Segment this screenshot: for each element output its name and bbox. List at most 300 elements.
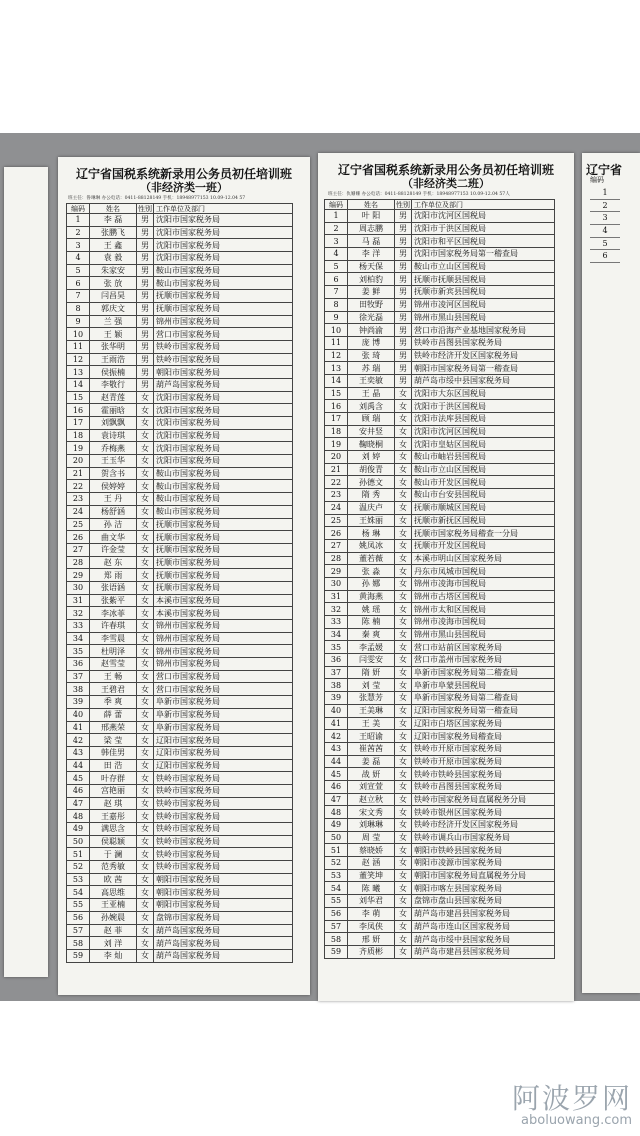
cell-gender: 女 xyxy=(137,784,154,797)
cell-unit: 鞍山市立山区国税局 xyxy=(412,260,555,273)
cell-unit: 锦州市黑山县国税局 xyxy=(412,628,555,641)
cell-code: 26 xyxy=(67,531,90,544)
table-row xyxy=(67,328,293,341)
cell-gender: 女 xyxy=(395,945,412,958)
cell-unit: 鞍山市国家税务局 xyxy=(154,493,293,506)
cell-gender: 男 xyxy=(395,222,412,235)
table-row xyxy=(325,704,555,717)
cell-unit: 锦州市国家税务局 xyxy=(154,620,293,633)
table-row xyxy=(67,277,293,290)
cell-unit: 锦州市国家税务局 xyxy=(154,315,293,328)
cell-unit: 盘锦市国家税务局 xyxy=(154,911,293,924)
cell-code: 39 xyxy=(325,692,348,705)
cell-code: 27 xyxy=(325,539,348,552)
cell-code: 12 xyxy=(325,349,348,362)
table-row xyxy=(67,607,293,620)
cell-gender: 女 xyxy=(137,429,154,442)
cell-name: 张慧芳 xyxy=(348,692,395,705)
cell-unit: 铁岭市调兵山市国家税务局 xyxy=(412,831,555,844)
table-row xyxy=(325,717,555,730)
cell-gender: 男 xyxy=(395,235,412,248)
table-row xyxy=(325,577,555,590)
cell-gender: 女 xyxy=(137,823,154,836)
table-row xyxy=(67,366,293,379)
cell-unit: 辽阳市国家税务局 xyxy=(154,734,293,747)
table-row xyxy=(325,666,555,679)
cell-unit: 营口市国家税务局 xyxy=(154,328,293,341)
table-row xyxy=(325,641,555,654)
cell-code: 1 xyxy=(590,187,620,200)
cell-name: 赵雪莹 xyxy=(90,658,137,671)
cell-name: 王 鑫 xyxy=(90,239,137,252)
cell-gender: 男 xyxy=(395,298,412,311)
cell-unit: 鞍山市国家税务局 xyxy=(154,467,293,480)
cell-gender: 女 xyxy=(137,391,154,404)
cell-code: 32 xyxy=(67,607,90,620)
table-row xyxy=(67,455,293,468)
table-row xyxy=(67,594,293,607)
table-row xyxy=(325,514,555,527)
table-row xyxy=(67,949,293,962)
table-row xyxy=(67,569,293,582)
cell-gender: 女 xyxy=(137,708,154,721)
cell-name: 许春琪 xyxy=(90,620,137,633)
cell-name: 周 莹 xyxy=(348,831,395,844)
cell-name: 李冰菲 xyxy=(90,607,137,620)
cell-name: 许金莹 xyxy=(90,543,137,556)
cell-unit: 抚顺市国家税务局 xyxy=(154,290,293,303)
cell-unit: 葫芦岛市绥中县国家税务局 xyxy=(412,933,555,946)
roster-sheet-class-1 xyxy=(58,157,310,995)
cell-gender: 女 xyxy=(137,658,154,671)
cell-gender: 女 xyxy=(395,882,412,895)
col-header-unit: 工作单位及部门 xyxy=(154,204,293,214)
table-row xyxy=(67,873,293,886)
table-row xyxy=(67,759,293,772)
watermark-url: aboluowang.com xyxy=(521,1113,632,1128)
table-row xyxy=(67,264,293,277)
cell-unit: 铁岭市经济开发区国家税务局 xyxy=(412,349,555,362)
cell-code: 30 xyxy=(67,581,90,594)
cell-unit: 抚顺市国家税务局 xyxy=(154,556,293,569)
cell-gender: 女 xyxy=(395,780,412,793)
cell-gender: 男 xyxy=(137,264,154,277)
cell-code: 53 xyxy=(325,869,348,882)
cell-name: 秦 爽 xyxy=(348,628,395,641)
cell-code: 12 xyxy=(67,353,90,366)
cell-code: 20 xyxy=(325,451,348,464)
cell-code: 29 xyxy=(325,565,348,578)
cell-unit: 营口市盖州市国家税务局 xyxy=(412,654,555,667)
cell-code: 50 xyxy=(67,835,90,848)
cell-name: 刘禹含 xyxy=(348,400,395,413)
table-row xyxy=(67,937,293,950)
cell-code: 46 xyxy=(325,780,348,793)
cell-unit: 沈阳市沈河区国税局 xyxy=(412,210,555,223)
cell-name: 贺含书 xyxy=(90,467,137,480)
cell-unit: 阜新市国家税务局第二稽查局 xyxy=(412,666,555,679)
cell-name: 闫昌昊 xyxy=(90,290,137,303)
cell-gender: 女 xyxy=(395,692,412,705)
cell-gender: 女 xyxy=(395,489,412,502)
cell-unit: 辽阳市国家税务局 xyxy=(154,759,293,772)
cell-name: 张 琦 xyxy=(348,349,395,362)
cell-gender: 女 xyxy=(137,937,154,950)
cell-gender: 女 xyxy=(395,730,412,743)
table-row xyxy=(325,210,555,223)
cell-name: 马 磊 xyxy=(348,235,395,248)
table-row xyxy=(325,882,555,895)
cell-unit: 沈阳市于洪区国税局 xyxy=(412,222,555,235)
table-row xyxy=(67,848,293,861)
cell-gender: 女 xyxy=(395,616,412,629)
cell-unit: 铁岭市国家税务局 xyxy=(154,835,293,848)
cell-gender: 女 xyxy=(137,810,154,823)
cell-code: 21 xyxy=(67,467,90,480)
roster-table xyxy=(324,199,555,959)
cell-unit: 辽阳市国家税务局 xyxy=(154,746,293,759)
roster-sheet-class-2 xyxy=(318,153,574,1001)
cell-name: 王 晶 xyxy=(348,387,395,400)
table-row xyxy=(67,391,293,404)
cell-code: 22 xyxy=(67,480,90,493)
cell-name: 黄海燕 xyxy=(348,590,395,603)
table-row xyxy=(325,413,555,426)
cell-unit: 营口市国家税务局 xyxy=(154,670,293,683)
cell-code: 37 xyxy=(325,666,348,679)
cell-unit: 抚顺市国家税务局 xyxy=(154,543,293,556)
cell-code: 16 xyxy=(67,404,90,417)
cell-gender: 男 xyxy=(395,273,412,286)
cell-name: 张鹏飞 xyxy=(90,226,137,239)
cell-code: 46 xyxy=(67,784,90,797)
col-header-unit: 工作单位及部门 xyxy=(412,200,555,210)
sheet-subtitle: （非经济类二班） xyxy=(402,177,490,190)
cell-unit: 锦州市凌海市国税局 xyxy=(412,577,555,590)
table-row xyxy=(67,924,293,937)
cell-code: 31 xyxy=(325,590,348,603)
table-row xyxy=(325,869,555,882)
cell-code: 35 xyxy=(325,641,348,654)
cell-code: 2 xyxy=(325,222,348,235)
cell-code: 45 xyxy=(325,768,348,781)
table-row xyxy=(67,252,293,265)
sheet-title: 辽宁省国税系统新录用公务员初任培训班 xyxy=(75,167,292,181)
cell-name: 王姝丽 xyxy=(348,514,395,527)
cell-unit: 铁岭市国家税务局 xyxy=(154,848,293,861)
cell-code: 49 xyxy=(325,819,348,832)
cell-gender: 男 xyxy=(137,214,154,227)
cell-name: 王亚楠 xyxy=(90,899,137,912)
cell-name: 齐质彬 xyxy=(348,945,395,958)
cell-code: 3 xyxy=(590,212,620,225)
cell-name: 姜 磊 xyxy=(348,755,395,768)
cell-code: 48 xyxy=(325,806,348,819)
cell-gender: 女 xyxy=(137,455,154,468)
cell-unit: 铁岭市昌图县国家税务局 xyxy=(412,780,555,793)
cell-name: 刘飘飘 xyxy=(90,417,137,430)
table-row xyxy=(325,286,555,299)
cell-code: 44 xyxy=(67,759,90,772)
cell-code: 30 xyxy=(325,577,348,590)
cell-gender: 女 xyxy=(395,895,412,908)
cell-unit: 鞍山市国家税务局 xyxy=(154,480,293,493)
cell-code: 58 xyxy=(325,933,348,946)
cell-unit: 葫芦岛市连山区国家税务局 xyxy=(412,920,555,933)
cell-gender: 女 xyxy=(395,527,412,540)
partial-sheet-left xyxy=(4,167,48,977)
cell-gender: 女 xyxy=(395,857,412,870)
cell-gender: 男 xyxy=(137,239,154,252)
table-row xyxy=(67,417,293,430)
cell-unit: 沈阳市国家税务局 xyxy=(154,442,293,455)
cell-gender: 女 xyxy=(395,590,412,603)
cell-name: 战 妍 xyxy=(348,768,395,781)
cell-unit: 抚顺市国家税务局 xyxy=(154,302,293,315)
cell-gender: 女 xyxy=(395,806,412,819)
cell-code: 25 xyxy=(325,514,348,527)
table-row xyxy=(325,945,555,958)
col-header-code: 编码 xyxy=(67,204,90,214)
cell-gender: 女 xyxy=(137,531,154,544)
cell-gender: 女 xyxy=(395,476,412,489)
table-row xyxy=(67,315,293,328)
cell-gender: 女 xyxy=(137,569,154,582)
table-row xyxy=(67,340,293,353)
table-row xyxy=(325,374,555,387)
cell-code: 33 xyxy=(67,620,90,633)
cell-unit: 铁岭市国家税务局 xyxy=(154,784,293,797)
cell-unit: 沈阳市国家税务局 xyxy=(154,226,293,239)
cell-gender: 男 xyxy=(395,248,412,261)
cell-name: 杨天保 xyxy=(348,260,395,273)
watermark xyxy=(512,1084,632,1128)
table-row xyxy=(67,658,293,671)
table-row xyxy=(325,755,555,768)
cell-gender: 男 xyxy=(395,260,412,273)
cell-gender: 男 xyxy=(137,277,154,290)
cell-unit: 鞍山市台安县国税局 xyxy=(412,489,555,502)
cell-name: 赵 东 xyxy=(90,556,137,569)
cell-name: 董笑坤 xyxy=(348,869,395,882)
cell-name: 刘 婷 xyxy=(348,451,395,464)
code-column xyxy=(590,187,620,263)
cell-gender: 女 xyxy=(395,577,412,590)
table-row xyxy=(325,844,555,857)
table-row xyxy=(325,298,555,311)
table-row xyxy=(325,793,555,806)
cell-name: 郑 雨 xyxy=(90,569,137,582)
table-row xyxy=(67,708,293,721)
table-row xyxy=(325,349,555,362)
table-row xyxy=(325,311,555,324)
cell-code: 2 xyxy=(67,226,90,239)
cell-unit: 抚顺市国家税务局稽查一分局 xyxy=(412,527,555,540)
cell-gender: 女 xyxy=(395,704,412,717)
cell-code: 4 xyxy=(67,252,90,265)
cell-name: 曲文华 xyxy=(90,531,137,544)
cell-code: 55 xyxy=(67,899,90,912)
cell-gender: 女 xyxy=(137,645,154,658)
table-row xyxy=(325,806,555,819)
table-row xyxy=(67,505,293,518)
table-row xyxy=(67,543,293,556)
table-row xyxy=(67,861,293,874)
cell-unit: 沈阳市国家税务局 xyxy=(154,429,293,442)
cell-name: 李 磊 xyxy=(90,214,137,227)
cell-code: 44 xyxy=(325,755,348,768)
cell-name: 刘柏豹 xyxy=(348,273,395,286)
cell-code: 1 xyxy=(325,210,348,223)
cell-name: 范秀敏 xyxy=(90,861,137,874)
cell-name: 乔梅燕 xyxy=(90,442,137,455)
cell-name: 李孟媛 xyxy=(348,641,395,654)
table-row xyxy=(325,273,555,286)
cell-unit: 锦州市国家税务局 xyxy=(154,645,293,658)
cell-code: 32 xyxy=(325,603,348,616)
cell-name: 袁 毅 xyxy=(90,252,137,265)
cell-gender: 男 xyxy=(395,210,412,223)
table-row xyxy=(325,654,555,667)
table-row xyxy=(67,746,293,759)
table-row xyxy=(67,899,293,912)
cell-name: 邢 妍 xyxy=(348,933,395,946)
cell-unit: 沈阳市皇姑区国税局 xyxy=(412,438,555,451)
cell-unit: 铁岭市开原市国家税务局 xyxy=(412,742,555,755)
cell-unit: 朝阳市铁岭县国家税务局 xyxy=(412,844,555,857)
cell-unit: 抚顺市国家税务局 xyxy=(154,531,293,544)
watermark-text: 阿波罗网 xyxy=(511,1082,632,1115)
cell-name: 刘 莹 xyxy=(348,679,395,692)
cell-gender: 女 xyxy=(137,861,154,874)
cell-name: 叶 阳 xyxy=(348,210,395,223)
table-row xyxy=(325,451,555,464)
cell-unit: 铁岭市国家税务局 xyxy=(154,861,293,874)
table-header-row xyxy=(67,204,293,214)
table-row xyxy=(67,772,293,785)
cell-gender: 女 xyxy=(137,632,154,645)
table-row xyxy=(325,387,555,400)
cell-gender: 男 xyxy=(137,353,154,366)
cell-gender: 男 xyxy=(137,290,154,303)
cell-name: 满思含 xyxy=(90,823,137,836)
table-row xyxy=(325,400,555,413)
cell-unit: 沈阳市于洪区国税局 xyxy=(412,400,555,413)
cell-name: 王 丹 xyxy=(90,493,137,506)
cell-unit: 抚顺市国家税务局 xyxy=(154,569,293,582)
cell-gender: 女 xyxy=(137,797,154,810)
cell-code: 7 xyxy=(325,286,348,299)
table-row xyxy=(67,556,293,569)
cell-code: 6 xyxy=(325,273,348,286)
table-row xyxy=(325,603,555,616)
cell-name: 赵 菲 xyxy=(90,924,137,937)
cell-code: 8 xyxy=(325,298,348,311)
table-header-row xyxy=(325,200,555,210)
cell-gender: 女 xyxy=(395,755,412,768)
cell-name: 张华明 xyxy=(90,340,137,353)
cell-name: 蔡晓娇 xyxy=(348,844,395,857)
cell-unit: 辽阳市国家税务局第一稽查局 xyxy=(412,704,555,717)
cell-unit: 铁岭市经济开发区国家税务局 xyxy=(412,819,555,832)
cell-code: 49 xyxy=(67,823,90,836)
cell-gender: 男 xyxy=(395,311,412,324)
cell-gender: 女 xyxy=(395,628,412,641)
table-row xyxy=(67,797,293,810)
cell-gender: 女 xyxy=(395,565,412,578)
cell-name: 赵青莲 xyxy=(90,391,137,404)
cell-gender: 女 xyxy=(395,501,412,514)
cell-name: 高思维 xyxy=(90,886,137,899)
col-header-gender: 性别 xyxy=(138,204,152,213)
cell-gender: 男 xyxy=(137,328,154,341)
cell-code: 42 xyxy=(67,734,90,747)
table-row xyxy=(325,425,555,438)
cell-unit: 铁岭市国家税务局 xyxy=(154,340,293,353)
table-row xyxy=(67,683,293,696)
cell-gender: 女 xyxy=(137,594,154,607)
cell-gender: 女 xyxy=(137,721,154,734)
cell-code: 6 xyxy=(590,250,620,263)
cell-unit: 朝阳市国家税务局 xyxy=(154,366,293,379)
cell-gender: 女 xyxy=(137,670,154,683)
cell-gender: 男 xyxy=(137,378,154,391)
cell-gender: 女 xyxy=(137,835,154,848)
cell-unit: 铁岭市开原市国家税务局 xyxy=(412,755,555,768)
cell-unit: 葫芦岛市建昌县国家税务局 xyxy=(412,907,555,920)
cell-gender: 女 xyxy=(137,417,154,430)
table-row xyxy=(67,442,293,455)
cell-unit: 抚顺市国家税务局 xyxy=(154,581,293,594)
cell-name: 董若薇 xyxy=(348,552,395,565)
table-row xyxy=(67,239,293,252)
contact-line: 班主任：鲁琳琳 办公电话：0411-88128149 手机：18948977153 10.09-12.04 57 xyxy=(68,196,246,201)
cell-unit: 锦州市古塔区国税局 xyxy=(412,590,555,603)
cell-code: 3 xyxy=(67,239,90,252)
cell-name: 安井竖 xyxy=(348,425,395,438)
cell-name: 张 淼 xyxy=(348,565,395,578)
cell-gender: 女 xyxy=(395,920,412,933)
table-row xyxy=(325,260,555,273)
cell-code: 40 xyxy=(325,704,348,717)
cell-name: 庞 博 xyxy=(348,336,395,349)
cell-gender: 女 xyxy=(137,404,154,417)
cell-code: 20 xyxy=(67,455,90,468)
cell-gender: 女 xyxy=(395,933,412,946)
cell-name: 孙德文 xyxy=(348,476,395,489)
table-row xyxy=(325,933,555,946)
cell-code: 19 xyxy=(325,438,348,451)
cell-gender: 女 xyxy=(395,666,412,679)
cell-name: 刘宣萱 xyxy=(348,780,395,793)
cell-gender: 男 xyxy=(137,226,154,239)
table-row xyxy=(67,645,293,658)
cell-code: 18 xyxy=(325,425,348,438)
cell-gender: 女 xyxy=(395,451,412,464)
cell-code: 28 xyxy=(325,552,348,565)
cell-unit: 锦州市国家税务局 xyxy=(154,658,293,671)
cell-unit: 沈阳市法库县国税局 xyxy=(412,413,555,426)
cell-unit: 阜新市国家税务局 xyxy=(154,696,293,709)
table-row xyxy=(67,721,293,734)
cell-code: 9 xyxy=(325,311,348,324)
cell-code: 58 xyxy=(67,937,90,950)
cell-unit: 锦州市太和区国税局 xyxy=(412,603,555,616)
cell-name: 兰 强 xyxy=(90,315,137,328)
cell-name: 鞠晓桐 xyxy=(348,438,395,451)
cell-name: 王 畅 xyxy=(90,670,137,683)
table-row xyxy=(325,552,555,565)
